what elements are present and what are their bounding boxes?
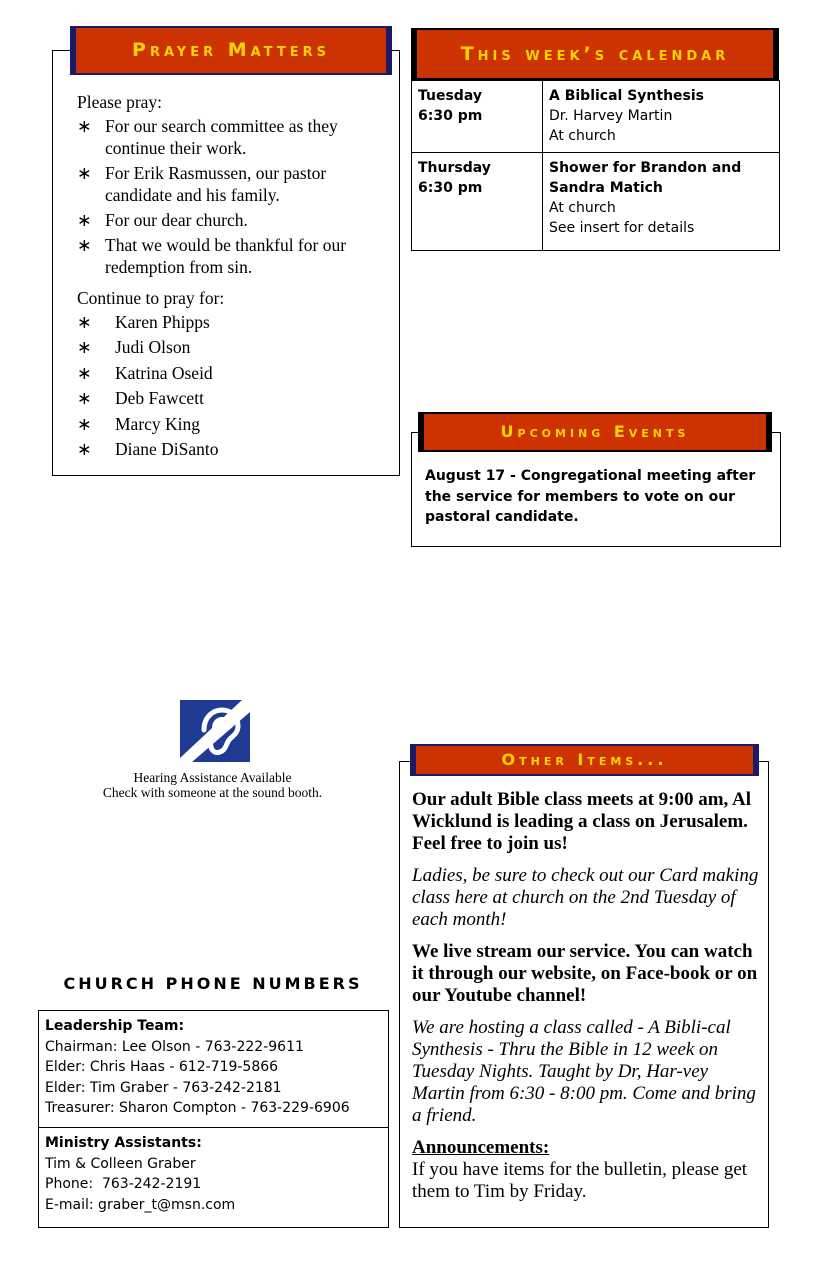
list-item: Chairman: Lee Olson - 763-222-9611 [45,1038,304,1055]
list-item: Elder: Tim Graber - 763-242-2181 [45,1079,282,1096]
announcements-text: If you have items for the bulletin, please get them to Tim by Friday. [412,1159,748,1202]
other-items-banner: Other Items... [410,744,759,776]
calendar-day: Thursday 6:30 pm [412,153,543,251]
hearing-line-1: Hearing Assistance Available [133,770,292,785]
table-row [412,81,780,153]
prayer-name: ∗ Katrina Oseid [77,362,213,383]
calendar-day: Tuesday 6:30 pm [412,81,543,153]
phone-numbers-box [38,1010,389,1228]
prayer-item: ∗ For our search committee as they continue their work. [77,116,338,158]
prayer-item: ∗ For our dear church. [77,210,248,230]
bible-class-note: Our adult Bible class meets at 9:00 am, Al Wicklund is leading a class on Jerusalem. Feel free to join us! [412,789,752,854]
calendar-event: Shower for Brandon and Sandra Matich At church See insert for details [543,153,780,251]
live-stream-note: We live stream our service. You can watch it through our website, on Face-book or on our Youtube channel! [412,941,758,1006]
calendar-event: A Biblical Synthesis Dr. Harvey Martin At church [543,81,780,153]
leadership-title: Leadership Team: [45,1018,185,1034]
list-item: E-mail: graber_t@msn.com [45,1196,236,1213]
continue-label: Continue to pray for: [77,288,225,308]
list-item: Tim & Colleen Graber [45,1155,196,1172]
upcoming-events-banner: Upcoming Events [418,412,772,452]
ministry-section [39,1128,388,1220]
hearing-assistance-text [60,770,365,800]
other-items-box [399,761,769,1228]
ministry-title: Ministry Assistants: [45,1135,202,1151]
prayer-name: ∗ Deb Fawcett [77,388,204,409]
table-row [412,153,780,251]
list-item: Elder: Chris Haas - 612-719-5866 [45,1059,279,1075]
prayer-item: ∗ That we would be thankful for our redemption from sin. [77,235,347,277]
card-class-note: Ladies, be sure to check out our Card making class here at church on the 2nd Tuesday of each month! [412,865,759,930]
hearing-assistance-icon [180,700,250,762]
upcoming-event-text: August 17 - Congregational meeting after the service for members to vote on our pastoral candidate. [425,468,756,525]
list-item: Treasurer: Sharon Compton - 763-229-6906 [45,1100,350,1116]
prayer-intro: Please pray: [77,92,163,112]
prayer-name: ∗ Diane DiSanto [77,438,219,459]
hearing-line-2: Check with someone at the sound booth. [102,785,323,800]
prayer-item: ∗ For Erik Rasmussen, our pastor candidate and his family. [77,163,327,205]
prayer-matters-box [52,50,400,476]
prayer-content [77,91,387,463]
prayer-name: ∗ Karen Phipps [77,312,210,332]
synthesis-class-note: We are hosting a class called - A Bibli-cal Synthesis - Thru the Bible in 12 week on Tuesday Nights. Taught by Dr, Har-vey Martin from 6:30 - 8:00 pm. Come and bring a friend. [412,1017,756,1126]
calendar-banner: This week’s calendar [411,28,779,80]
phone-numbers-heading: CHURCH PHONE NUMBERS [63,974,363,993]
prayer-matters-banner: Prayer Matters [70,26,392,75]
other-items-content [412,789,760,1203]
prayer-name: ∗ Judi Olson [77,337,191,358]
leadership-section [39,1011,388,1128]
announcements-label: Announcements: [412,1137,550,1158]
list-item: Phone: 763-242-2191 [45,1176,202,1192]
prayer-name: ∗ Marcy King [77,413,201,434]
calendar-table [411,80,780,251]
